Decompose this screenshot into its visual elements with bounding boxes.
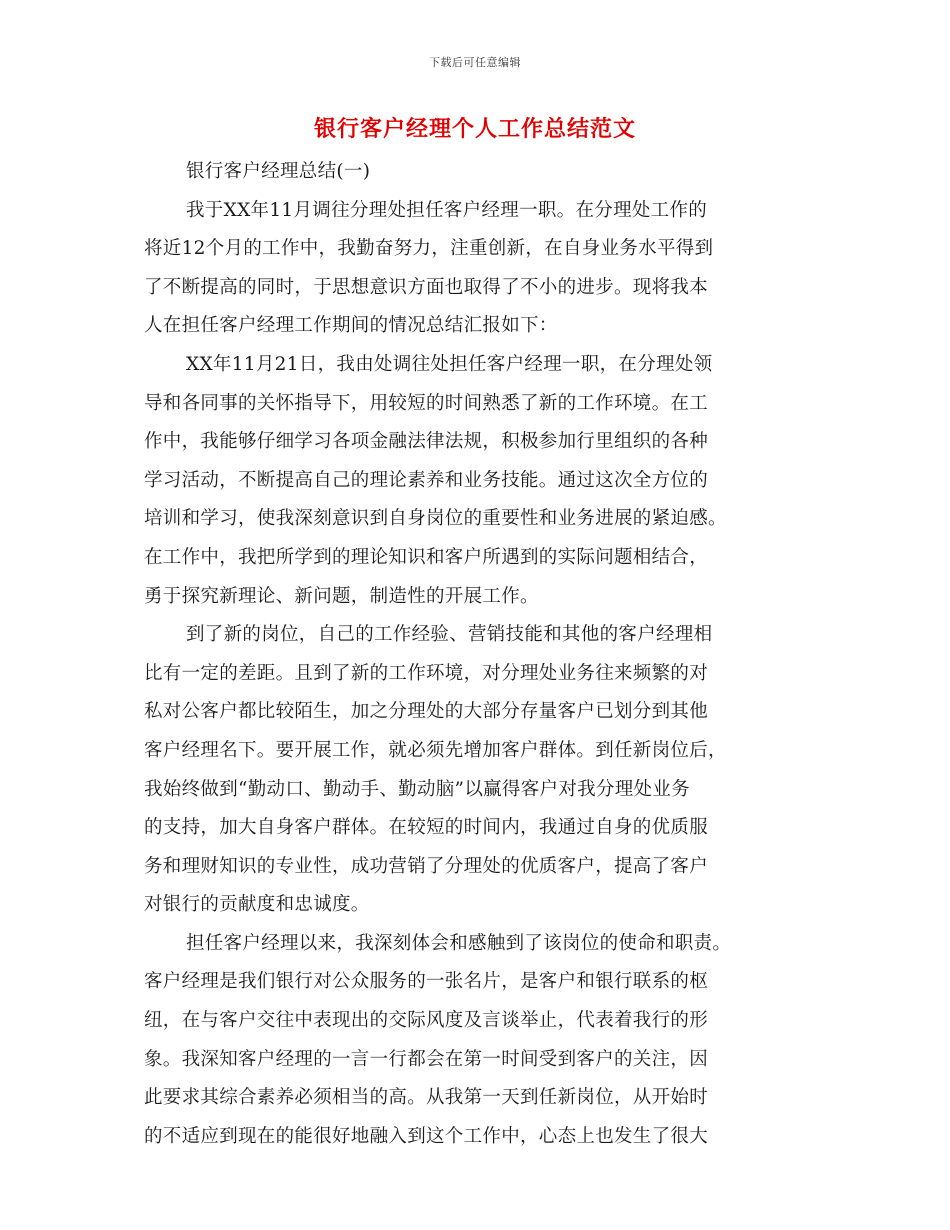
paragraph-line: 勇于探究新理论、新问题，制造性的开展工作。 [144, 585, 539, 607]
paragraph-line: 导和各同事的关怀指导下，用较短的时间熟悉了新的工作环境。在工 [144, 392, 709, 414]
paragraph-line: 的不适应到现在的能很好地融入到这个工作中，心态上也发生了很大 [144, 1125, 709, 1147]
paragraph-line: 学习活动，不断提高自己的理论素养和业务技能。通过这次全方位的 [144, 469, 709, 491]
paragraph-line: 纽，在与客户交往中表现出的交际风度及言谈举止，代表着我行的形 [144, 1010, 709, 1032]
paragraph-line: 将近12个月的工作中，我勤奋努力，注重创新，在自身业务水平得到 [144, 238, 714, 260]
paragraph-1 [144, 192, 812, 346]
paragraph-2 [144, 346, 812, 616]
paragraph-line: 了不断提高的同时，于思想意识方面也取得了不小的进步。现将我本 [144, 276, 709, 298]
paragraph-4 [144, 925, 812, 1157]
paragraph-line: XX年11月21日，我由处调往处担任客户经理一职，在分理处领 [186, 353, 713, 375]
paragraph-line: 客户经理是我们银行对公众服务的一张名片，是客户和银行联系的枢 [144, 971, 709, 993]
paragraph-line: 象。我深知客户经理的一言一行都会在第一时间受到客户的关注，因 [144, 1048, 709, 1070]
paragraph-line: 比有一定的差距。且到了新的工作环境，对分理处业务往来频繁的对 [144, 662, 709, 684]
section-heading: 银行客户经理总结(一) [186, 161, 371, 182]
paragraph-line: 此要求其综合素养必须相当的高。从我第一天到任新岗位，从开始时 [144, 1087, 709, 1109]
paragraph-line: 我始终做到“勤动口、勤动手、勤动脑”以赢得客户对我分理处业务 [144, 778, 690, 800]
document-body [144, 153, 812, 1156]
paragraph-line: 到了新的岗位，自己的工作经验、营销技能和其他的客户经理相 [186, 624, 713, 646]
paragraph-line: 在工作中，我把所学到的理论知识和客户所遇到的实际问题相结合， [144, 546, 709, 568]
paragraph-line: 的支持，加大自身客户群体。在较短的时间内，我通过自身的优质服 [144, 817, 709, 839]
document-title: 银行客户经理个人工作总结范文 [313, 116, 636, 142]
paragraph-3 [144, 616, 812, 925]
paragraph-line: 培训和学习，使我深刻意识到自身岗位的重要性和业务进展的紧迫感。 [144, 508, 727, 530]
header-note: 下载后可任意编辑 [429, 56, 521, 69]
paragraph-line: 对银行的贡献度和忠诚度。 [144, 894, 370, 916]
paragraph-line: 作中，我能够仔细学习各项金融法律法规，积极参加行里组织的各种 [144, 431, 709, 453]
paragraph-line: 务和理财知识的专业性，成功营销了分理处的优质客户，提高了客户 [144, 855, 709, 877]
paragraph-line: 客户经理名下。要开展工作，就必须先增加客户群体。到任新岗位后， [144, 739, 727, 761]
paragraph-line: 私对公客户都比较陌生，加之分理处的大部分存量客户已划分到其他 [144, 701, 709, 723]
paragraph-line: 人在担任客户经理工作期间的情况总结汇报如下： [144, 315, 558, 337]
paragraph-line: 我于XX年11月调往分理处担任客户经理一职。在分理处工作的 [186, 199, 708, 221]
paragraph-line: 担任客户经理以来，我深刻体会和感触到了该岗位的使命和职责。 [186, 932, 732, 954]
